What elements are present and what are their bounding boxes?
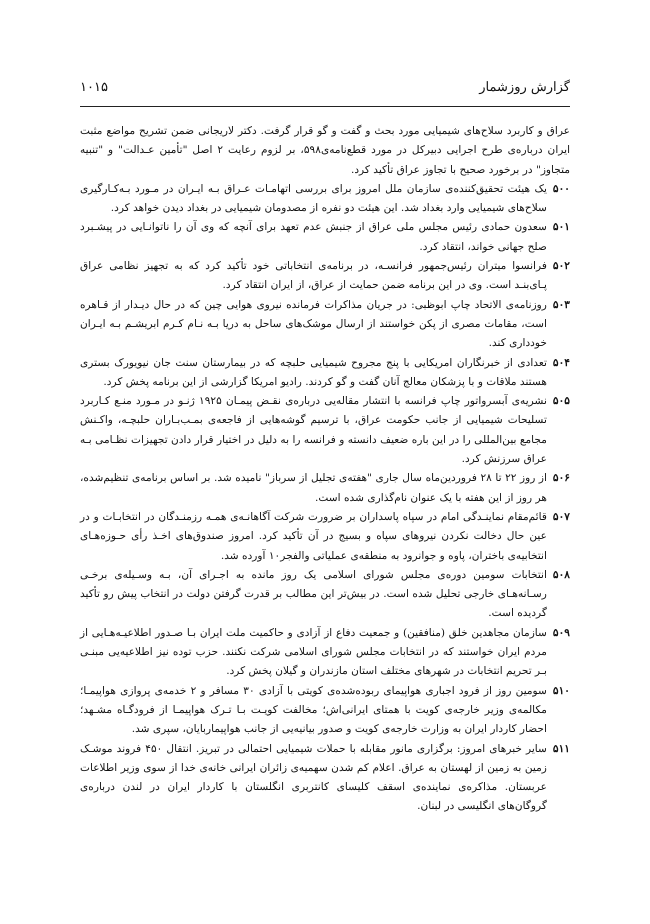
entry-number: ۵۰۰: [552, 182, 570, 195]
running-title: گزارش روزشمار: [479, 80, 570, 95]
entry-text: روزنامه‌ی الاتحاد چاپ ابوظبی: در جریان مذاکرات فرمانده نیروی هوایی چین که در حال دیـدار از قـاهره است، مقامات مصری از پکن خواستند از ارسال موشک‌های ساحل به دریا بـه نـام کـرم ابریشـم بـه ایـران خودداری کند.: [80, 298, 547, 350]
entry-number: ۵۰۷: [552, 510, 570, 523]
entry-number: ۵۰۹: [552, 626, 570, 639]
entry-501: [80, 218, 570, 257]
entry-510: [80, 682, 570, 740]
entry-number: ۵۰۶: [552, 472, 570, 485]
entry-text: سومین روز از فرود اجباری هواپیمای ربوده‌شده‌ی کویتی با آزادی ۳۰ مسافر و ۲ خدمه‌ی پروازی هواپیمـا؛ مکالمه‌ی وزیر خارجه‌ی کویت با همتای ایرانی‌اش؛ مخالفت کویـت بـا تـرک هواپیمـا از فرودگـاه مشـهد؛ احضار کاردار ایران به وزارت خارجه‌ی کویت و صدور بیانیه‌یی از جانب هواپیماربایان، سپری شد.: [80, 684, 547, 736]
entry-500: [80, 180, 570, 219]
entry-text: تعدادی از خبرنگاران امریکایی با پنج مجروح شیمیایی حلبچه که در بیمارستان سنت جان نیویورک بستری هستند ملاقات و با پزشکان معالج آنان گفت و گو کردند. رادیو امریکا گزارشی از این برنامه پخش کرد.: [80, 356, 547, 388]
entry-506: [80, 469, 570, 508]
entry-number: ۵۰۸: [552, 568, 570, 581]
entry-505: [80, 392, 570, 469]
entry-text: یک هیئت تحقیق‌کننده‌ی سازمان ملل امروز برای بررسی اتهامـات عـراق بـه ایـران در مـورد بـه‌کـارگیری سلاح‌های شیمیایی وارد بغداد شد. این هیئت دو نفره از مصدومان شیمیایی در بغداد دیدن خواهد کرد.: [80, 182, 547, 215]
entry-text: انتخابات سومین دوره‌ی مجلس شورای اسلامی یک روز مانده به اجـرای آن، بـه وسـیله‌ی برخـی رسـانه‌هـای خارجی تحلیل شده است. در بیش‌تر این مطالب بر قدرت گرفتن دولت در انتخاب پیش رو تأکید گردیده است.: [80, 568, 547, 620]
entry-text: سازمان مجاهدین خلق (منافقین) و جمعیت دفاع از آزادی و حاکمیت ملت ایران بـا صـدور اطلاعیـه‌هـایی از مردم ایران خواستند که در انتخابات مجلس شورای اسلامی شرکت نکنند. حزب توده نیز اطلاعیه‌یی مبنـی بـر تحریم انتخابات در شهرهای مختلف استان مازندران و گیلان پخش کرد.: [80, 626, 547, 678]
entry-509: [80, 624, 570, 682]
entry-504: [80, 354, 570, 393]
entry-number: ۵۰۵: [552, 395, 570, 408]
header-rule: [80, 106, 570, 107]
entry-number: ۵۰۲: [552, 260, 570, 273]
entry-508: [80, 566, 570, 624]
page-header: [80, 80, 570, 100]
entry-text: از روز ۲۲ تا ۲۸ فروردین‌ماه سال جاری "هفته‌ی تجلیل از سرباز" نامیده شد. بر اساس برنامه‌ی تنظیم‌شده، هر روز از این هفته با یک عنوان نام‌گذاری شده است.: [80, 472, 547, 504]
entry-511: [80, 740, 570, 817]
entry-text: قائم‌مقام نماینـدگی امام در سپاه پاسداران بر ضرورت شرکت آگاهانـه‌ی همـه رزمنـدگان در انتخابـات و در عین حال دخالت نکردن نیروهای سپاه و بسیج در آن تأکید کرد. امروز صندوق‌های اخـذ رأی حـوزه‌هـای انتخابیه‌ی باختران، پاوه و جوانرود به منطقه‌ی عملیاتی والفجر۱۰ آورده شد.: [80, 510, 547, 562]
entry-text: نشریه‌ی آبسرواتور چاپ فرانسه با انتشار مقاله‌یی درباره‌ی نقـض پیمـان ۱۹۲۵ ژنـو در مـورد منـع کـاربرد تسلیحات شیمیایی از جانب حکومت عراق، با ترسیم گوشه‌هایی از فاجعه‌ی بمـب‌بـاران حلبچـه، واکـنش مجامع بین‌المللی را در این باره ضعیف دانسته و فرانسه را به دلیل در اختیار قرار دادن تجهیزات نظـامی بـه عراق سرزنش کرد.: [80, 395, 547, 466]
entry-number: ۵۱۱: [552, 742, 570, 755]
entry-502: [80, 257, 570, 296]
entry-number: ۵۰۱: [552, 221, 570, 234]
entry-number: ۵۰۳: [552, 298, 570, 311]
continuation-paragraph: عراق و کاربرد سلاح‌های شیمیایی مورد بحث و گفت و گو قرار گرفت. دکتر لاریجانی ضمن تشریح مواضع مثبت ایران درباره‌ی طرح اجرایی دبیرکل در مورد قطع‌نامه‌ی۵۹۸، بر لزوم رعایت ۲ اصل "تأمین عـدالت" و "تنبیه متجاوز" در برخورد صحیح با تجاوز عراق تأکید کرد.: [80, 125, 571, 176]
entry-503: [80, 296, 570, 354]
entry-text: فرانسوا میتران رئیس‌جمهور فرانسـه، در برنامه‌ی انتخاباتی خود تأکید کرد که به تجهیز نظامی عراق پـای‌بنـد است. وی در این برنامه ضمن حمایت از عراق، از ایران انتقاد کرد.: [80, 260, 547, 292]
entry-number: ۵۰۴: [552, 356, 570, 369]
entry-text: سایر خبرهای امروز: برگزاری مانور مقابله با حملات شیمیایی احتمالی در تبریز. انتقال ۴۵۰ فروند موشـک زمین به زمین از لهستان به عراق. اعلام کم شدن سهمیه‌ی زائران ایرانی خانه‌ی خدا از سوی وزیر اطلاعات عربستان. مذاکره‌ی نماینده‌ی اسقف کلیسای کانتربری انگلستان با کاردار ایران در لندن درباره‌ی گروگان‌های انگلیسی در لبنان.: [80, 742, 547, 813]
entry-text: سعدون حمادی رئیس مجلس ملی عراق از جنبش عدم تعهد برای آنچه که وی آن را ناتوانـایی در پیشـبرد صلح جهانی خواند، انتقاد کرد.: [80, 221, 547, 253]
entry-number: ۵۱۰: [552, 684, 570, 697]
entry-507: [80, 508, 570, 566]
page-number: ۱۰۱۵: [80, 80, 108, 95]
body-text: [80, 122, 570, 817]
